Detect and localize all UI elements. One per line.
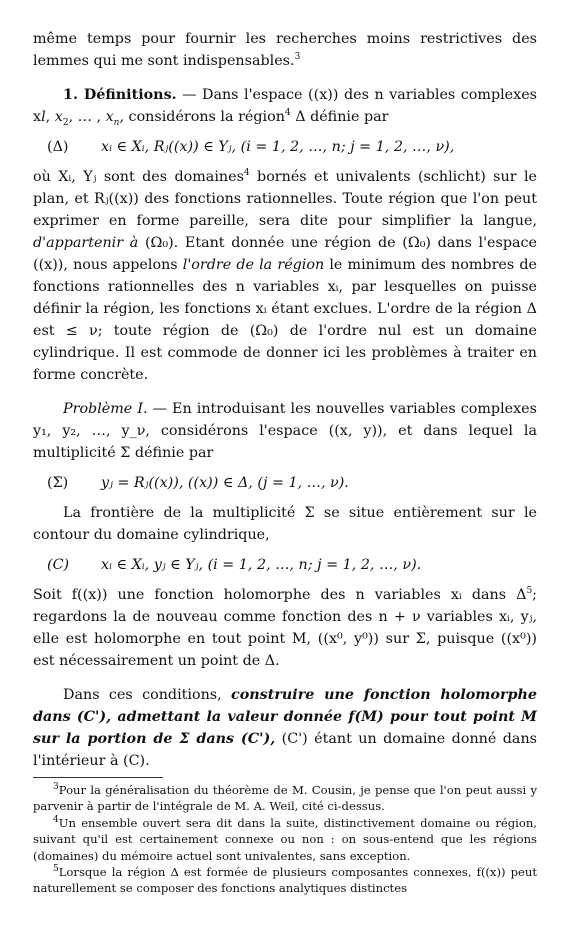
problem-text: — En introduisant les nouvelles variables complexes y₁, y₂, …, y_ν, considérons l'espace ((x, y)), et dans lequel la multiplicité Σ définie par xyxy=(33,401,537,461)
footnote-text: Un ensemble ouvert sera dit dans la suite, distinctivement domaine ou région, suivant qu'il est certainement connexe ou non : on sous-entend que les régions (domaines) du mémoire actuel sont univalentes, sans exception. xyxy=(33,815,537,863)
var-l-sub: l xyxy=(41,109,46,125)
paragraph-frontiere: La frontière de la multiplicité Σ se situe entièrement sur le contour du domaine cylindrique, xyxy=(33,505,537,543)
paragraph-ou-text-4: le minimum des nombres de fonctions rationnelles des n variables xᵢ, par lesquelles on puisse définir la région, les fonctions xᵢ étant exclues. L'ordre de la région Δ est ≤ ν; toute région de (Ω₀) de l'ordre nul est un domaine cylindrique. Il est commode de donner ici les problèmes à traiter en forme concrète. xyxy=(33,257,537,383)
footnote-divider xyxy=(33,777,163,778)
footnote-text: Lorsque la région Δ est formée de plusieurs composantes connexes, f((x)) peut naturellement se composer des fonctions analytiques distinctes xyxy=(33,865,537,896)
paragraph-ou-text-3: (Ω₀). Etant donnée une région de (Ω₀) dans l'espace ((x)), nous appelons xyxy=(33,235,537,273)
footnote-mark: 4 xyxy=(53,814,59,825)
footnote-ref-3: 3 xyxy=(294,52,301,63)
paragraph-ou-text-2: bornés et univalents (schlicht) sur le plan, et Rⱼ((x)) des fonctions rationnelles. Toute région que l'on peut exprimer en forme pareille, sera dite pour simplifier la langue, xyxy=(33,169,537,229)
emphasis-appartenir: d'appartenir à xyxy=(33,235,139,251)
emphasis-ordre: l'ordre de la région xyxy=(182,257,325,273)
paragraph-intro xyxy=(33,28,537,72)
equation-delta xyxy=(33,136,537,158)
paragraph-soit-text-2: ; regardons la de nouveau comme fonction des n + ν variables xᵢ, yⱼ, elle est holomorphe en tout point M, ((x⁰, y⁰)) sur Σ, puisque ((x⁰)) est nécessairement un point de Δ. xyxy=(33,587,537,669)
definitions-text-a: — Dans l'espace ((x)) des n variables complexes x xyxy=(33,87,537,125)
footnote-5 xyxy=(33,864,537,897)
paragraph-intro-text: même temps pour fournir les recherches moins restrictives des lemmes qui me sont indispensables. xyxy=(33,31,537,69)
paragraph-conditions-text-1: Dans ces conditions, xyxy=(63,687,232,703)
equation-sigma-tag: (Σ) xyxy=(47,475,69,491)
emphasis-construire: construire une fonction holomorphe dans (C'), admettant la valeur donnée f(M) pour tout point M sur la portion de Σ dans (C'), xyxy=(33,687,537,747)
paragraph-soit-text-1: Soit f((x)) une fonction holomorphe des n variables xᵢ dans Δ xyxy=(33,587,527,603)
paragraph-conditions xyxy=(33,684,537,772)
footnote-ref-4: 4 xyxy=(284,108,291,119)
equation-delta-tag: (Δ) xyxy=(47,139,69,155)
footnote-4 xyxy=(33,815,537,864)
paragraph-soit xyxy=(33,584,537,672)
page-body xyxy=(33,28,537,897)
definitions-text-b: , considérons la région xyxy=(119,109,285,125)
paragraph-conditions-text-2: (C') étant un domaine donné dans l'intérieur à (C). xyxy=(33,731,537,769)
footnote-mark: 3 xyxy=(53,782,59,793)
section-heading: 1. Définitions. xyxy=(63,87,177,103)
equation-c xyxy=(33,554,537,576)
problem-label: Problème I. xyxy=(63,401,148,417)
footnote-mark: 5 xyxy=(53,864,59,875)
footnote-ref-4b: 4 xyxy=(243,168,250,179)
paragraph-ou xyxy=(33,166,537,386)
footnote-text: Pour la généralisation du théorème de M. Cousin, je pense que l'on peut aussi y parvenir à partir de l'intégrale de M. A. Weil, cité ci-dessus. xyxy=(33,783,537,814)
equation-sigma xyxy=(33,472,537,494)
paragraph-probleme xyxy=(33,398,537,464)
footnote-3 xyxy=(33,782,537,815)
equation-c-body: xᵢ ∈ Xᵢ, yⱼ ∈ Yⱼ, (i = 1, 2, …, n; j = 1, 2, …, ν). xyxy=(101,557,422,573)
equation-c-tag: (C) xyxy=(47,557,70,573)
paragraph-definitions: 1. Définitions. — Dans l'espace ((x)) des n variables complexes xl, $x_2$, … , $x_n$, considérons la région$^4$ Δ définie par xyxy=(33,87,537,128)
definitions-text-c: Δ définie par xyxy=(290,109,389,125)
equation-delta-body: xᵢ ∈ Xᵢ, Rⱼ((x)) ∈ Yⱼ, (i = 1, 2, …, n; j = 1, 2, …, ν), xyxy=(101,139,455,155)
footnote-ref-5: 5 xyxy=(526,586,533,597)
paragraph-ou-text-1: où Xᵢ, Yⱼ sont des domaines xyxy=(33,169,244,185)
equation-sigma-body: yⱼ = Rⱼ((x)), ((x)) ∈ Δ, (j = 1, …, ν). xyxy=(101,475,349,491)
